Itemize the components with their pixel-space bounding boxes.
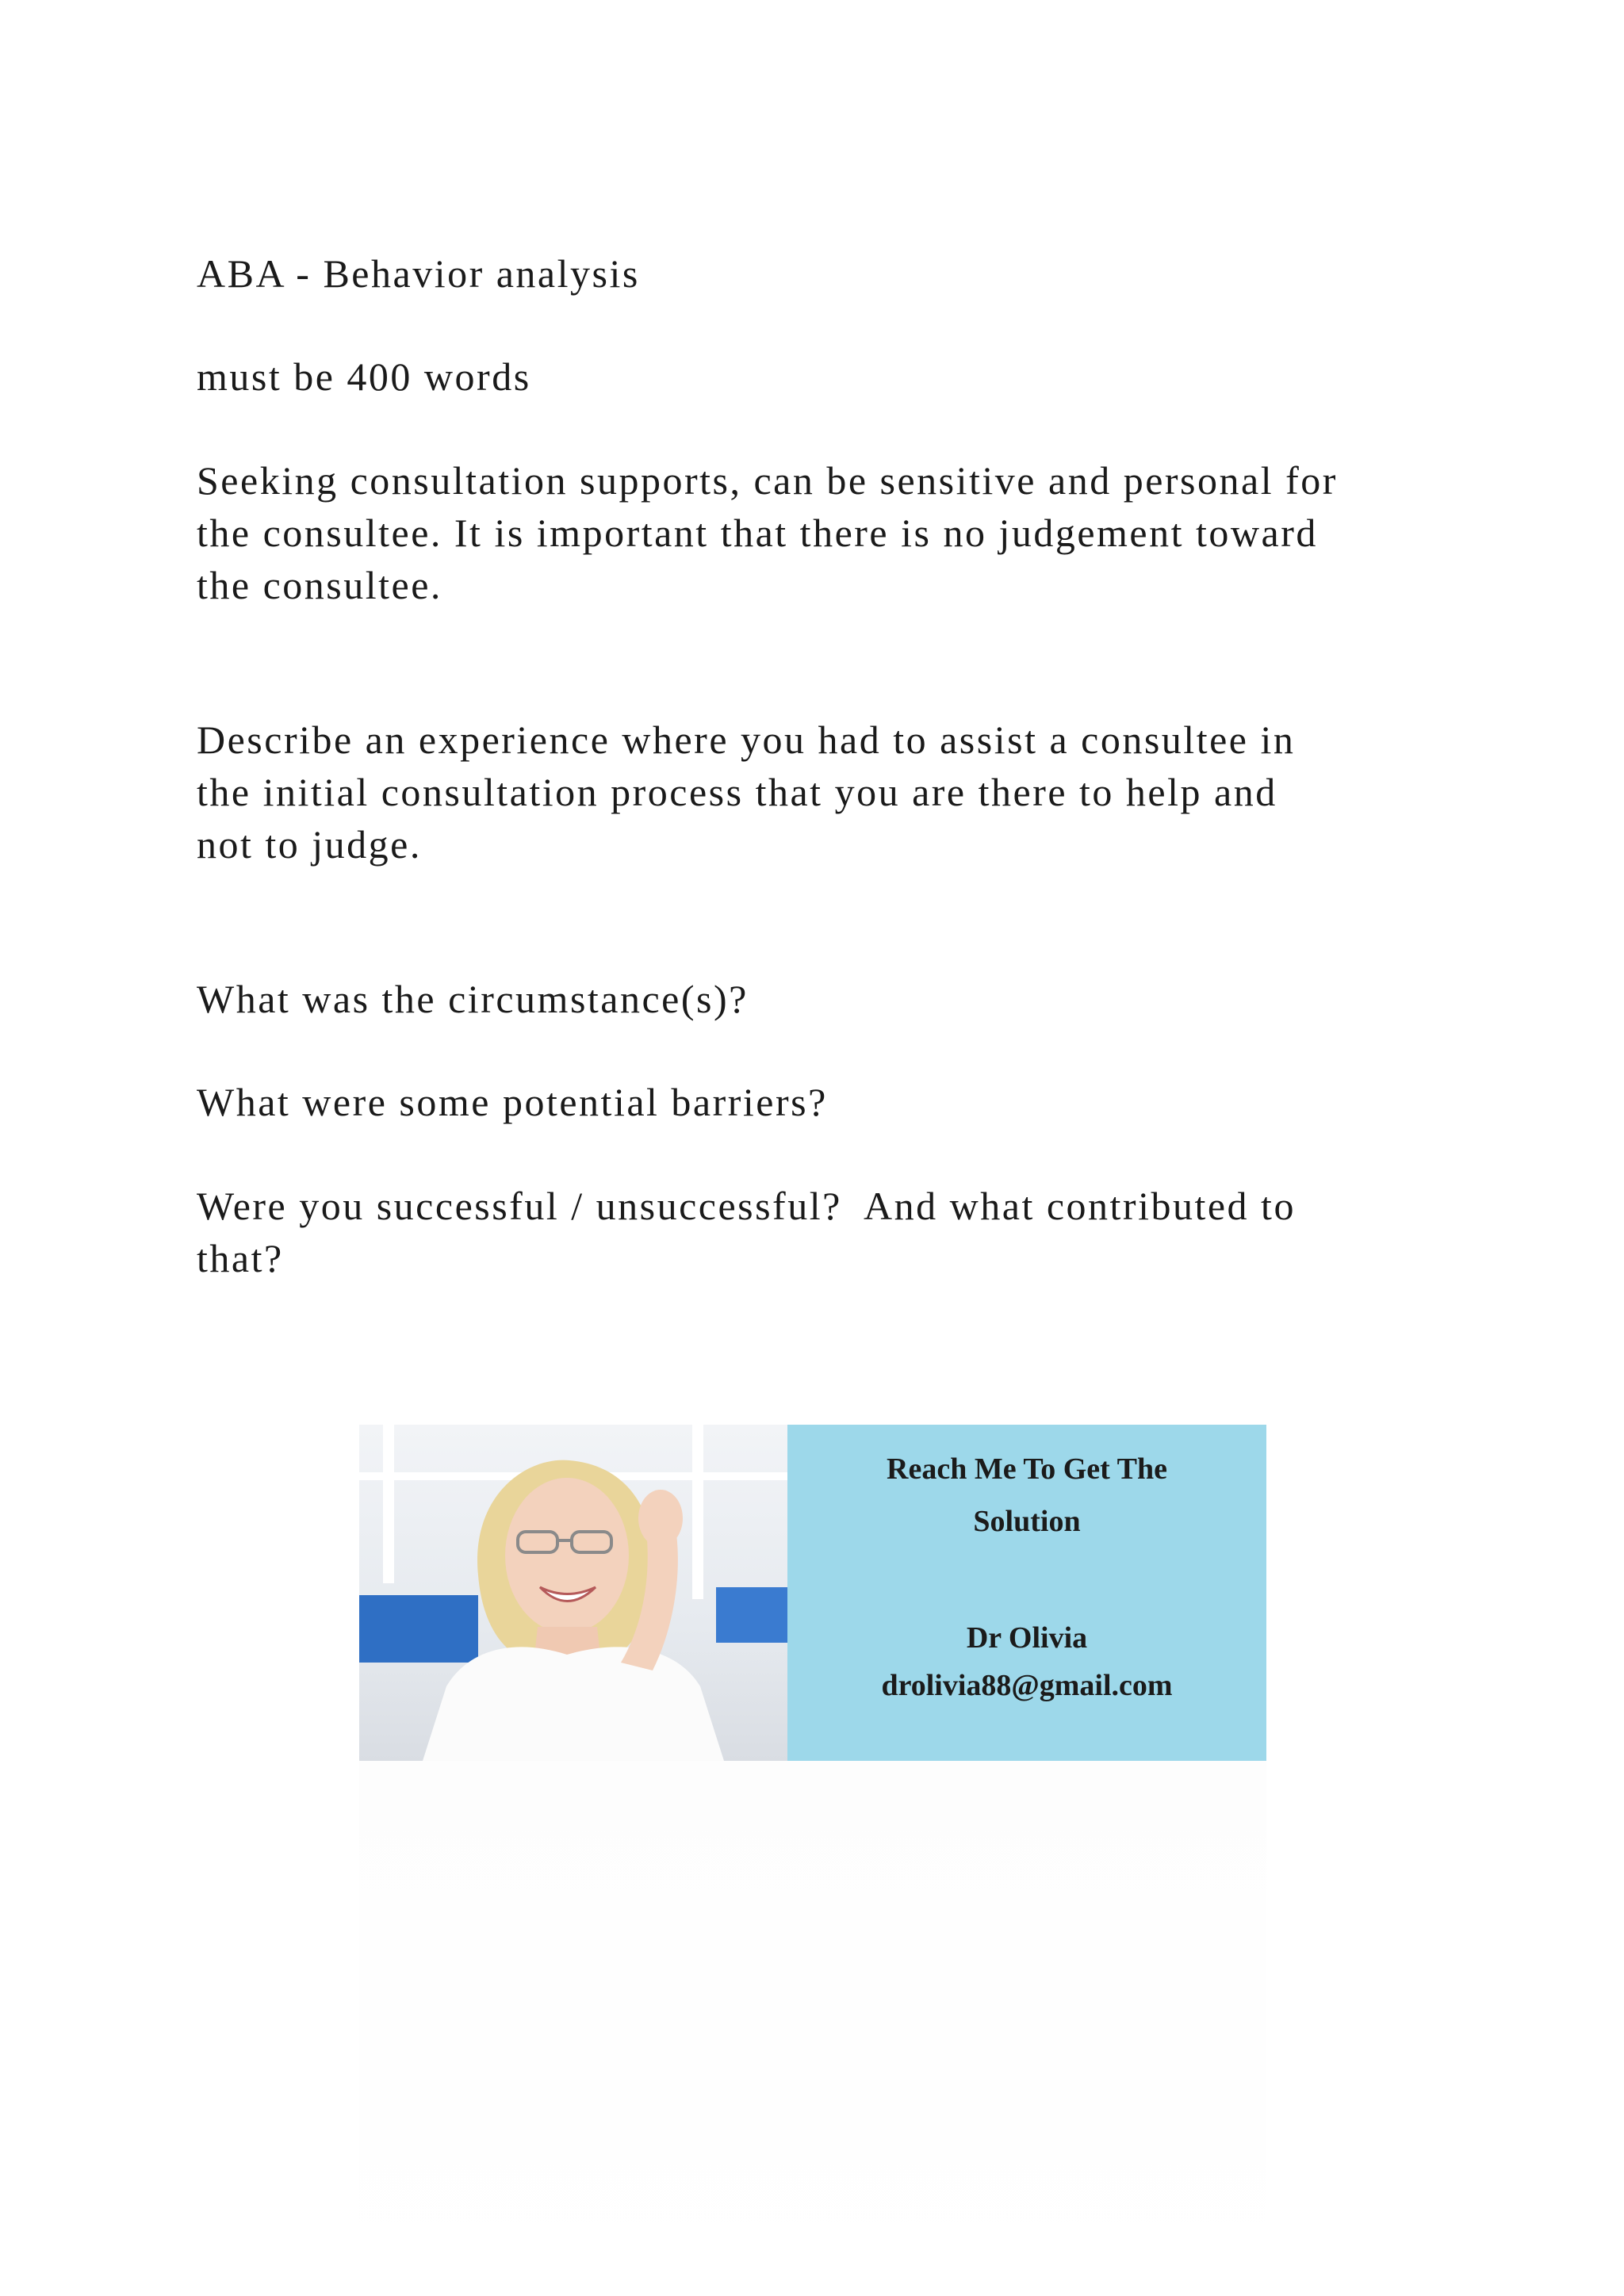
prompt-paragraph: Describe an experience where you had to assist a consultee in the initial consultation process that you are there to help and not to judge. bbox=[197, 718, 1296, 867]
woman-illustration bbox=[359, 1425, 787, 1761]
banner-headline: Reach Me To Get The bbox=[887, 1452, 1167, 1486]
contact-email[interactable]: drolivia88@gmail.com bbox=[881, 1669, 1173, 1702]
intro-paragraph: Seeking consultation supports, can be sensitive and personal for the consultee. It is important that there is no judgement toward the consultee. bbox=[197, 458, 1338, 607]
contact-info-panel bbox=[787, 1425, 1266, 1761]
banner-subheadline: Solution bbox=[973, 1505, 1081, 1538]
document-title: ABA - Behavior analysis bbox=[197, 251, 640, 296]
contact-banner bbox=[359, 1425, 1266, 1761]
contact-name: Dr Olivia bbox=[966, 1621, 1088, 1655]
blank-image-area bbox=[359, 1761, 1266, 2296]
question-success: Were you successful / unsuccessful? And what contributed to that? bbox=[197, 1184, 1296, 1280]
woman-photo bbox=[359, 1425, 787, 1761]
question-barriers: What were some potential barriers? bbox=[197, 1080, 828, 1124]
question-circumstances: What was the circumstance(s)? bbox=[197, 977, 749, 1021]
word-requirement: must be 400 words bbox=[197, 354, 531, 399]
